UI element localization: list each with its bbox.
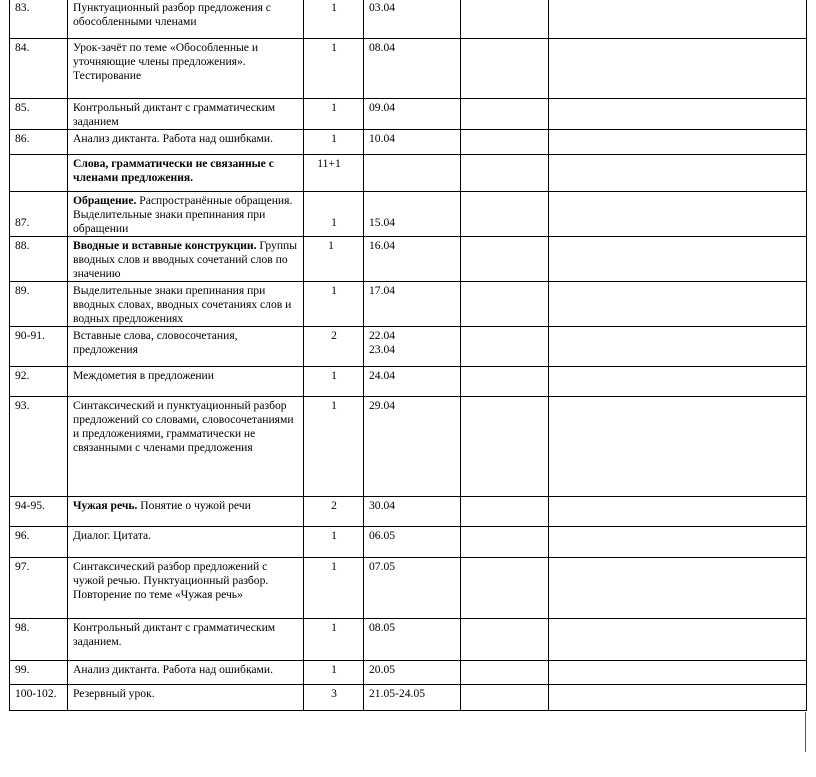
empty-cell xyxy=(461,558,549,619)
topic-text: Пунктуационный разбор предложения с обособленными членами xyxy=(73,1,271,28)
lesson-topic-cell xyxy=(68,558,304,619)
hours-cell: 1 xyxy=(304,661,364,685)
date-cell: 24.04 xyxy=(364,367,461,397)
lesson-number-cell: 90-91. xyxy=(10,327,68,367)
empty-cell xyxy=(549,282,807,327)
table-row xyxy=(10,0,807,39)
hours-cell: 1 xyxy=(304,192,364,237)
lesson-plan-table xyxy=(9,0,807,711)
topic-heading-text: Вводные и вставные конструкции. xyxy=(73,239,257,252)
date-cell: 15.04 xyxy=(364,192,461,237)
hours-cell: 1 xyxy=(304,527,364,558)
lesson-topic-cell xyxy=(68,155,304,192)
lesson-topic-cell xyxy=(68,99,304,130)
lesson-number-cell: 97. xyxy=(10,558,68,619)
hours-cell: 1 xyxy=(304,282,364,327)
empty-cell xyxy=(461,0,549,39)
lesson-topic-cell xyxy=(68,527,304,558)
table-row xyxy=(10,661,807,685)
table-row xyxy=(10,155,807,192)
empty-cell xyxy=(549,497,807,527)
empty-cell xyxy=(461,619,549,661)
empty-cell xyxy=(461,527,549,558)
lesson-topic-cell xyxy=(68,130,304,155)
table-row xyxy=(10,527,807,558)
date-cell: 08.05 xyxy=(364,619,461,661)
topic-text: Диалог. Цитата. xyxy=(73,529,152,542)
empty-cell xyxy=(461,397,549,497)
topic-text: Междометия в предложении xyxy=(73,369,214,382)
topic-text: Понятие о чужой речи xyxy=(137,499,251,512)
lesson-number-cell: 89. xyxy=(10,282,68,327)
table-row xyxy=(10,327,807,367)
empty-cell xyxy=(549,661,807,685)
table-row xyxy=(10,99,807,130)
date-cell: 09.04 xyxy=(364,99,461,130)
topic-text: Распространённые обращения. Выделительные знаки препинания при обращении xyxy=(73,194,293,235)
table-row xyxy=(10,685,807,711)
topic-text: Контрольный диктант с грамматическим заданием xyxy=(73,101,276,128)
empty-cell xyxy=(461,497,549,527)
lesson-topic-cell xyxy=(68,497,304,527)
lesson-topic-cell xyxy=(68,327,304,367)
date-cell: 03.04 xyxy=(364,0,461,39)
date-cell xyxy=(364,155,461,192)
lesson-number-cell: 86. xyxy=(10,130,68,155)
empty-cell xyxy=(549,527,807,558)
lesson-plan-body xyxy=(10,0,807,711)
table-row xyxy=(10,282,807,327)
empty-cell xyxy=(549,619,807,661)
empty-cell xyxy=(549,99,807,130)
lesson-number-cell: 85. xyxy=(10,99,68,130)
lesson-number-cell: 93. xyxy=(10,397,68,497)
empty-cell xyxy=(461,367,549,397)
hours-cell: 1 xyxy=(304,237,364,282)
empty-cell xyxy=(549,397,807,497)
hours-cell: 1 xyxy=(304,99,364,130)
date-cell: 21.05-24.05 xyxy=(364,685,461,711)
table-row xyxy=(10,130,807,155)
lesson-topic-cell xyxy=(68,39,304,99)
date-cell: 07.05 xyxy=(364,558,461,619)
empty-cell xyxy=(461,282,549,327)
empty-cell xyxy=(461,237,549,282)
empty-cell xyxy=(549,685,807,711)
lesson-number-cell: 87. xyxy=(10,192,68,237)
hours-cell: 11+1 xyxy=(304,155,364,192)
hours-cell: 2 xyxy=(304,497,364,527)
table-row xyxy=(10,497,807,527)
empty-cell xyxy=(549,39,807,99)
table-row xyxy=(10,397,807,497)
lesson-number-cell: 100-102. xyxy=(10,685,68,711)
topic-text: Урок-зачёт по теме «Обособленные и уточняющие члены предложения». Тестирование xyxy=(73,41,259,82)
empty-cell xyxy=(549,130,807,155)
lesson-number-cell: 92. xyxy=(10,367,68,397)
topic-text: Контрольный диктант с грамматическим заданием. xyxy=(73,621,276,648)
lesson-number-cell xyxy=(10,155,68,192)
empty-cell xyxy=(461,39,549,99)
hours-cell: 1 xyxy=(304,619,364,661)
empty-cell xyxy=(549,558,807,619)
table-row xyxy=(10,39,807,99)
topic-text: Выделительные знаки препинания при вводных словах, вводных сочетаниях слов и водных предложениях xyxy=(73,284,292,325)
topic-text: Анализ диктанта. Работа над ошибками. xyxy=(73,132,273,145)
hours-cell: 3 xyxy=(304,685,364,711)
lesson-number-cell: 98. xyxy=(10,619,68,661)
empty-cell xyxy=(461,155,549,192)
table-row xyxy=(10,558,807,619)
empty-cell xyxy=(549,367,807,397)
lesson-topic-cell xyxy=(68,192,304,237)
empty-cell xyxy=(549,0,807,39)
lesson-topic-cell xyxy=(68,685,304,711)
date-cell: 06.05 xyxy=(364,527,461,558)
topic-heading-text: Чужая речь. xyxy=(73,499,138,512)
lesson-number-cell: 83. xyxy=(10,0,68,39)
lesson-topic-cell xyxy=(68,397,304,497)
empty-cell xyxy=(461,99,549,130)
hours-cell: 1 xyxy=(304,558,364,619)
lesson-topic-cell xyxy=(68,0,304,39)
empty-cell xyxy=(461,130,549,155)
date-cell: 20.05 xyxy=(364,661,461,685)
date-cell: 17.04 xyxy=(364,282,461,327)
topic-text: Синтаксический разбор предложений с чужой речью. Пунктуационный разбор. Повторение по теме «Чужая речь» xyxy=(73,560,269,601)
table-row xyxy=(10,192,807,237)
lesson-topic-cell xyxy=(68,237,304,282)
topic-text: Синтаксический и пунктуационный разбор предложений со словами, словосочетаниями и предложениями, грамматически не связанными с членами предложения xyxy=(73,399,294,454)
hours-cell: 1 xyxy=(304,0,364,39)
empty-cell xyxy=(549,327,807,367)
empty-cell xyxy=(461,327,549,367)
topic-text: Резервный урок. xyxy=(73,687,155,700)
table-row xyxy=(10,237,807,282)
table-row xyxy=(10,619,807,661)
hours-cell: 1 xyxy=(304,397,364,497)
table-row xyxy=(10,367,807,397)
hours-cell: 1 xyxy=(304,367,364,397)
hours-cell: 1 xyxy=(304,39,364,99)
lesson-number-cell: 96. xyxy=(10,527,68,558)
date-cell: 10.04 xyxy=(364,130,461,155)
empty-cell xyxy=(461,661,549,685)
page-edge-rule xyxy=(805,712,806,752)
empty-cell xyxy=(461,685,549,711)
lesson-number-cell: 88. xyxy=(10,237,68,282)
lesson-number-cell: 99. xyxy=(10,661,68,685)
topic-text: Анализ диктанта. Работа над ошибками. xyxy=(73,663,273,676)
lesson-topic-cell xyxy=(68,282,304,327)
lesson-number-cell: 94-95. xyxy=(10,497,68,527)
date-cell: 16.04 xyxy=(364,237,461,282)
date-cell: 29.04 xyxy=(364,397,461,497)
topic-text: Группы вводных слов и вводных сочетаний слов по значению xyxy=(73,239,298,280)
lesson-topic-cell xyxy=(68,619,304,661)
empty-cell xyxy=(461,192,549,237)
empty-cell xyxy=(549,237,807,282)
date-cell: 08.04 xyxy=(364,39,461,99)
topic-heading-text: Обращение. xyxy=(73,194,137,207)
lesson-topic-cell xyxy=(68,367,304,397)
hours-cell: 1 xyxy=(304,130,364,155)
topic-heading-text: Слова, грамматически не связанные с членами предложения. xyxy=(73,157,274,184)
date-cell: 22.04 23.04 xyxy=(364,327,461,367)
empty-cell xyxy=(549,155,807,192)
hours-cell: 2 xyxy=(304,327,364,367)
lesson-number-cell: 84. xyxy=(10,39,68,99)
topic-text: Вставные слова, словосочетания, предложения xyxy=(73,329,238,356)
lesson-topic-cell xyxy=(68,661,304,685)
date-cell: 30.04 xyxy=(364,497,461,527)
empty-cell xyxy=(549,192,807,237)
